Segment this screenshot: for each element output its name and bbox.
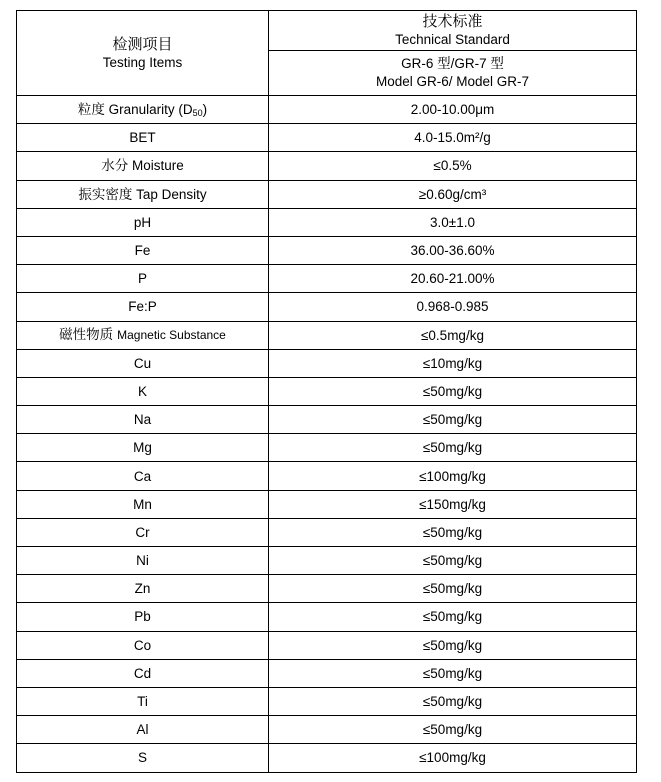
table-row xyxy=(17,462,637,490)
standard-value: 3.0±1.0 xyxy=(430,214,475,230)
testing-item-cell xyxy=(17,603,269,631)
testing-item-label: Co xyxy=(133,637,152,653)
testing-item-label: Zn xyxy=(134,581,151,597)
testing-item-cell xyxy=(17,265,269,293)
standard-value-cell xyxy=(269,208,637,236)
testing-item-label: S xyxy=(137,750,147,766)
testing-item-label: 粒度 Granularity (D xyxy=(77,102,193,118)
standard-value: ≤50mg/kg xyxy=(422,440,483,456)
model-header-cn: GR-6 型/GR-7 型 xyxy=(401,56,504,71)
standard-value: ≤100mg/kg xyxy=(419,750,486,766)
testing-item-label: Ca xyxy=(133,468,152,484)
testing-item-cell xyxy=(17,744,269,772)
standard-value: ≤50mg/kg xyxy=(422,524,483,540)
standard-value: ≤100mg/kg xyxy=(419,468,486,484)
standard-value-cell xyxy=(269,293,637,321)
standard-value-cell xyxy=(269,152,637,180)
testing-item-label: Ni xyxy=(136,553,149,569)
table-row xyxy=(17,406,637,434)
testing-item-cell xyxy=(17,377,269,405)
standard-value: ≤50mg/kg xyxy=(422,383,483,399)
testing-item-label: Cd xyxy=(133,665,152,681)
standard-value: ≤50mg/kg xyxy=(422,694,483,710)
standard-value-cell xyxy=(269,377,637,405)
standard-value: ≤50mg/kg xyxy=(422,553,483,569)
testing-item-label: BET xyxy=(129,130,156,146)
standard-value: ≤50mg/kg xyxy=(422,637,483,653)
standard-value-cell xyxy=(269,124,637,152)
standard-value: ≤50mg/kg xyxy=(422,609,483,625)
testing-item-label: Cr xyxy=(135,524,150,540)
testing-item-cell xyxy=(17,434,269,462)
testing-item-label: pH xyxy=(133,214,152,230)
testing-item-cell xyxy=(17,490,269,518)
model-header xyxy=(269,51,637,96)
standard-value-cell xyxy=(269,406,637,434)
testing-item-cell xyxy=(17,462,269,490)
testing-item-cell xyxy=(17,349,269,377)
standard-value: 36.00-36.60% xyxy=(410,243,495,259)
testing-item-cell xyxy=(17,547,269,575)
table-row xyxy=(17,152,637,180)
testing-item-label: Fe:P xyxy=(128,299,157,315)
model-header-en: Model GR-6/ Model GR-7 xyxy=(375,74,530,89)
table-row xyxy=(17,547,637,575)
table-row xyxy=(17,124,637,152)
testing-item-cell xyxy=(17,687,269,715)
testing-item-label: 水分 Moisture xyxy=(101,158,184,174)
table-row xyxy=(17,687,637,715)
standard-value-cell xyxy=(269,180,637,208)
standard-value-cell xyxy=(269,575,637,603)
standard-value: 20.60-21.00% xyxy=(410,271,495,287)
testing-item-label: Na xyxy=(133,412,152,428)
table-row xyxy=(17,631,637,659)
table-row xyxy=(17,744,637,772)
table-row xyxy=(17,265,637,293)
testing-item-cell xyxy=(17,208,269,236)
testing-item-cell xyxy=(17,631,269,659)
table-row xyxy=(17,659,637,687)
standard-value: ≤0.5mg/kg xyxy=(421,327,484,343)
standard-value-cell xyxy=(269,744,637,772)
standard-value-cell xyxy=(269,490,637,518)
table-row xyxy=(17,575,637,603)
testing-item-suffix: ) xyxy=(202,102,208,118)
testing-item-label: Mg xyxy=(133,440,152,456)
table-row xyxy=(17,321,637,349)
table-row xyxy=(17,96,637,124)
testing-item-label: Fe xyxy=(134,243,151,259)
table-row xyxy=(17,180,637,208)
testing-item-label: Mn xyxy=(133,496,152,512)
table-row xyxy=(17,208,637,236)
standard-value: ≤10mg/kg xyxy=(422,355,483,371)
table-row xyxy=(17,236,637,264)
table-row xyxy=(17,518,637,546)
table-row xyxy=(17,716,637,744)
testing-items-header-en: Testing Items xyxy=(102,54,183,70)
testing-item-cell xyxy=(17,575,269,603)
testing-item-cell xyxy=(17,406,269,434)
testing-item-label: K xyxy=(137,383,147,399)
testing-item-cell xyxy=(17,236,269,264)
testing-item-subscript: 50 xyxy=(192,108,203,119)
testing-item-cell xyxy=(17,518,269,546)
standard-value-cell xyxy=(269,321,637,349)
table-row xyxy=(17,349,637,377)
testing-item-label: Cu xyxy=(133,355,152,371)
testing-item-label: 振实密度 Tap Density xyxy=(78,186,207,202)
standard-value-cell xyxy=(269,659,637,687)
standard-value-cell xyxy=(269,462,637,490)
standard-value-cell xyxy=(269,687,637,715)
specification-table xyxy=(16,10,637,773)
testing-item-label: 磁性物质 xyxy=(59,327,114,343)
standard-value-cell xyxy=(269,434,637,462)
standard-value: ≤150mg/kg xyxy=(419,496,486,512)
standard-value: ≤0.5% xyxy=(433,158,472,174)
standard-value: ≥0.60g/cm³ xyxy=(418,186,487,202)
standard-value: ≤50mg/kg xyxy=(422,412,483,428)
testing-item-cell xyxy=(17,293,269,321)
table-row xyxy=(17,490,637,518)
testing-item-cell xyxy=(17,659,269,687)
testing-item-cell xyxy=(17,716,269,744)
standard-value-cell xyxy=(269,518,637,546)
technical-standard-header xyxy=(269,11,637,51)
table-row xyxy=(17,293,637,321)
testing-item-cell xyxy=(17,96,269,124)
standard-value: 0.968-0.985 xyxy=(416,299,489,315)
standard-value-cell xyxy=(269,716,637,744)
testing-item-label: Pb xyxy=(134,609,151,625)
testing-item-cell xyxy=(17,152,269,180)
table-row xyxy=(17,603,637,631)
standard-value-cell xyxy=(269,96,637,124)
testing-items-header xyxy=(17,11,269,96)
testing-item-cell xyxy=(17,124,269,152)
standard-value: ≤50mg/kg xyxy=(422,665,483,681)
testing-item-label: Ti xyxy=(137,694,148,710)
standard-value-cell xyxy=(269,236,637,264)
technical-standard-header-en: Technical Standard xyxy=(395,32,510,47)
testing-items-header-cn: 检测项目 xyxy=(112,35,173,53)
standard-value-cell xyxy=(269,547,637,575)
testing-item-cell xyxy=(17,180,269,208)
testing-item-label: Al xyxy=(136,722,149,738)
standard-value-cell xyxy=(269,265,637,293)
technical-standard-header-cn: 技术标准 xyxy=(422,13,483,30)
header-row xyxy=(17,11,637,51)
standard-value-cell xyxy=(269,631,637,659)
standard-value-cell xyxy=(269,349,637,377)
standard-value: ≤50mg/kg xyxy=(422,722,483,738)
standard-value: 2.00-10.00μm xyxy=(410,102,495,118)
testing-item-cell xyxy=(17,321,269,349)
testing-item-label: P xyxy=(137,271,147,287)
standard-value: ≤50mg/kg xyxy=(422,581,483,597)
standard-value-cell xyxy=(269,603,637,631)
testing-item-note: Magnetic Substance xyxy=(117,328,226,343)
standard-value: 4.0-15.0m²/g xyxy=(414,130,491,146)
table-row xyxy=(17,434,637,462)
table-row xyxy=(17,377,637,405)
